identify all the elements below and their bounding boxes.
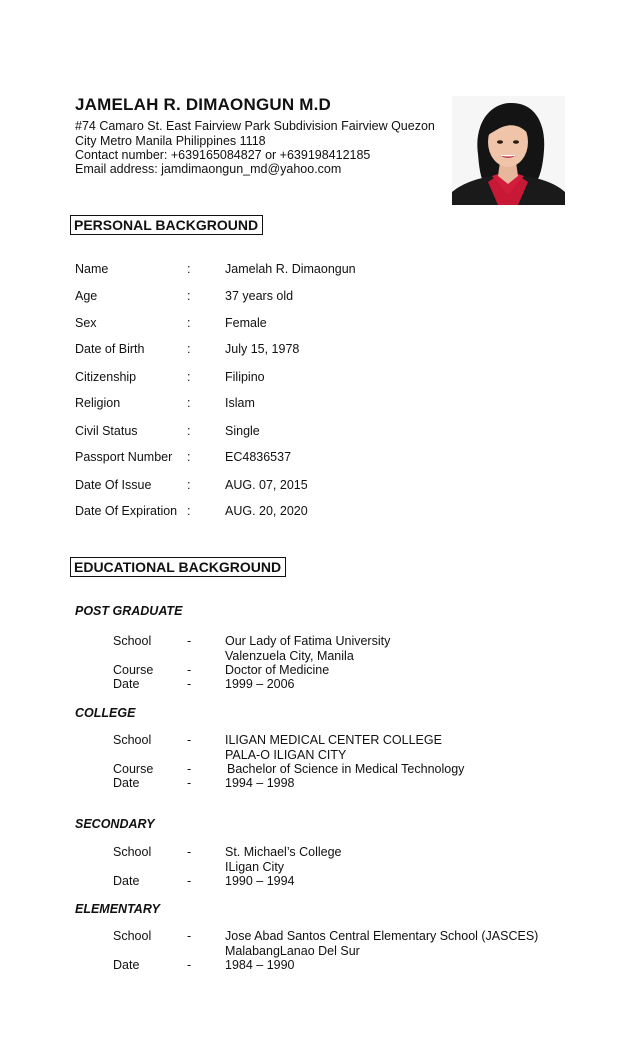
college-school-name: ILIGAN MEDICAL CENTER COLLEGE — [225, 733, 442, 747]
field-separator: : — [187, 289, 191, 303]
college-school-location: PALA-O ILIGAN CITY — [225, 747, 347, 762]
post-graduate-course: Doctor of Medicine — [225, 663, 330, 677]
elementary-school — [225, 929, 538, 958]
dash: - — [187, 776, 192, 790]
field-separator: : — [187, 342, 191, 356]
field-label: Age — [75, 289, 98, 303]
elementary-school-label: School — [113, 929, 152, 943]
field-value: Female — [225, 316, 267, 330]
elementary-date: 1984 – 1990 — [225, 958, 295, 972]
dash: - — [187, 634, 192, 648]
dash: - — [187, 874, 192, 888]
post-graduate-school — [225, 634, 390, 663]
field-value: EC4836537 — [225, 450, 292, 464]
field-separator: : — [187, 370, 191, 384]
field-label: Citizenship — [75, 370, 137, 384]
post-graduate-date-label: Date — [113, 677, 140, 691]
field-label: Date Of Expiration — [75, 504, 178, 518]
field-separator: : — [187, 450, 191, 464]
dash: - — [187, 958, 192, 972]
dash: - — [187, 762, 192, 776]
field-value: AUG. 07, 2015 — [225, 478, 308, 492]
secondary-school-label: School — [113, 845, 152, 859]
field-separator: : — [187, 316, 191, 330]
field-label: Religion — [75, 396, 121, 410]
college-school — [225, 733, 442, 762]
personal-background-title: PERSONAL BACKGROUND — [70, 215, 263, 235]
dash: - — [187, 845, 192, 859]
secondary-date: 1990 – 1994 — [225, 874, 295, 888]
field-value: 37 years old — [225, 289, 294, 303]
field-label: Name — [75, 262, 109, 276]
post-graduate-school-location: Valenzuela City, Manila — [225, 648, 354, 663]
elementary-school-location: MalabangLanao Del Sur — [225, 943, 360, 958]
field-separator: : — [187, 504, 191, 518]
field-separator: : — [187, 478, 191, 492]
field-value: July 15, 1978 — [225, 342, 300, 356]
resume-name: JAMELAH R. DIMAONGUN M.D — [75, 95, 332, 114]
dash: - — [187, 733, 192, 747]
dash: - — [187, 663, 192, 677]
college-course-label: Course — [113, 762, 154, 776]
field-value: Single — [225, 424, 260, 438]
post-graduate-school-label: School — [113, 634, 152, 648]
post-graduate-date: 1999 – 2006 — [225, 677, 295, 691]
field-value: AUG. 20, 2020 — [225, 504, 308, 518]
college-date-label: Date — [113, 776, 140, 790]
secondary-school — [225, 845, 342, 874]
post-graduate-heading: POST GRADUATE — [75, 604, 183, 618]
email-address: Email address: jamdimaongun_md@yahoo.com — [75, 162, 342, 176]
elementary-date-label: Date — [113, 958, 140, 972]
secondary-date-label: Date — [113, 874, 140, 888]
dash: - — [187, 929, 192, 943]
field-label: Date Of Issue — [75, 478, 152, 492]
address-line-2: City Metro Manila Philippines 1118 — [75, 134, 266, 148]
dash: - — [187, 677, 192, 691]
address-line-1: #74 Camaro St. East Fairview Park Subdivision Fairview Quezon — [75, 119, 435, 133]
field-label: Passport Number — [75, 450, 173, 464]
college-school-label: School — [113, 733, 152, 747]
field-separator: : — [187, 262, 191, 276]
contact-number: Contact number: +639165084827 or +639198412185 — [75, 148, 371, 162]
field-separator: : — [187, 396, 191, 410]
field-value: Islam — [225, 396, 255, 410]
elementary-school-name: Jose Abad Santos Central Elementary School (JASCES) — [225, 929, 539, 943]
field-separator: : — [187, 424, 191, 438]
profile-photo — [452, 96, 565, 205]
college-date: 1994 – 1998 — [225, 776, 295, 790]
field-value: Filipino — [225, 370, 265, 384]
secondary-school-location: ILigan City — [225, 859, 285, 874]
field-label: Date of Birth — [75, 342, 145, 356]
field-label: Sex — [75, 316, 97, 330]
post-graduate-course-label: Course — [113, 663, 154, 677]
college-heading: COLLEGE — [75, 706, 136, 720]
secondary-school-name: St. Michael’s College — [225, 845, 342, 859]
post-graduate-school-name: Our Lady of Fatima University — [225, 634, 391, 648]
educational-background-title: EDUCATIONAL BACKGROUND — [70, 557, 286, 577]
college-course: Bachelor of Science in Medical Technology — [227, 762, 465, 776]
secondary-heading: SECONDARY — [75, 817, 155, 831]
elementary-heading: ELEMENTARY — [75, 902, 160, 916]
field-label: Civil Status — [75, 424, 138, 438]
field-value: Jamelah R. Dimaongun — [225, 262, 356, 276]
